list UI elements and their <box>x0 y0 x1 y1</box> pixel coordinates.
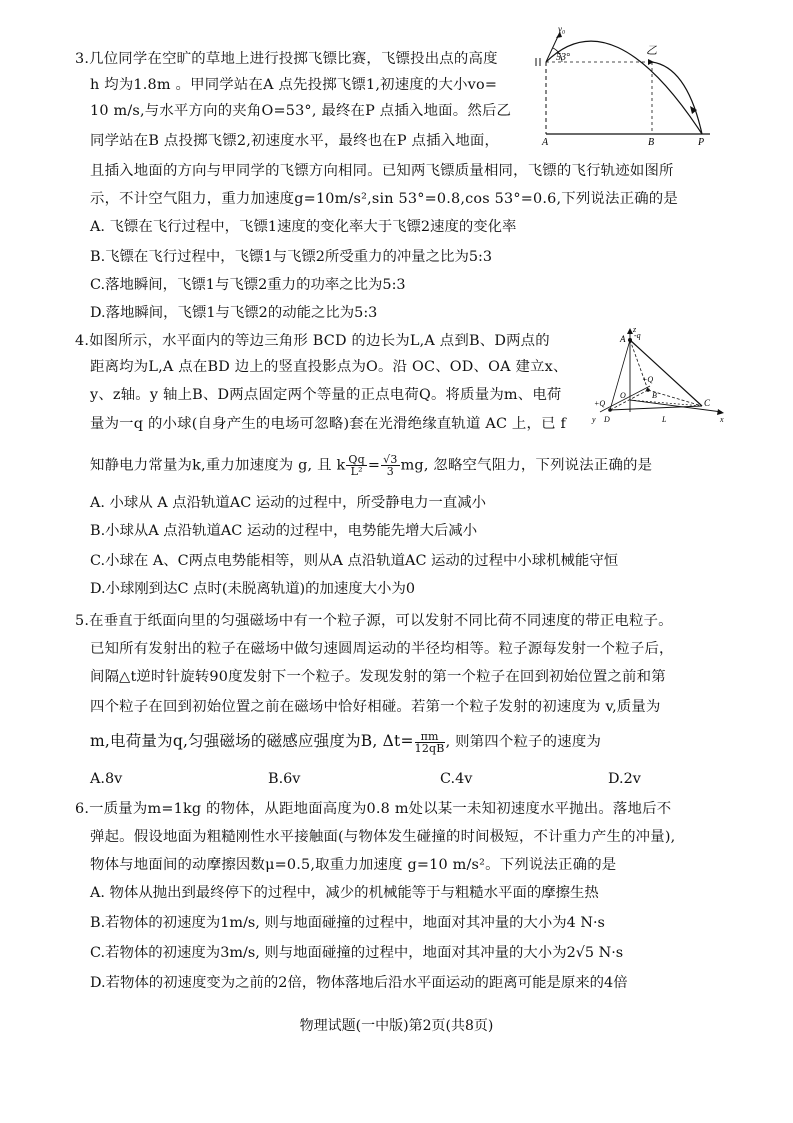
q4-fig-label-d: D <box>604 415 610 424</box>
q3-fig-label-v0: v₀ <box>558 24 566 34</box>
q5-line-3: 间隔△t逆时针旋转90度发射下一个粒子。发现发射的第一个粒子在回到初始位置之前和第 <box>90 669 666 685</box>
q3-option-b: B.飞镖在飞行过程中，飞镖1与飞镖2所受重力的冲量之比为5:3 <box>90 249 492 265</box>
q6-line-1: 6.一质量为m=1kg 的物体，从距地面高度为0.8 m处以某一未知初速度水平抛出。落地后不 <box>75 801 672 817</box>
q3-line-6: 示，不计空气阻力，重力加速度g=10m/s²,sin 53°=0.8,cos 53°=0.6,下列说法正确的是 <box>90 191 678 207</box>
q3-line-5: 且插入地面的方向与甲同学的飞镖方向相同。已知两飞镖质量相同，飞镖的飞行轨迹如图所 <box>90 163 674 179</box>
q6-line-2: 弹起。假设地面为粗糙刚性水平接触面(与物体发生碰撞的时间极短，不计重力产生的冲量), <box>90 829 676 845</box>
q4-line-3: y、z轴。y 轴上B、D两点固定两个等量的正点电荷Q。将质量为m、电荷 <box>90 387 562 403</box>
q3-fig-label-yi: 乙 <box>646 45 657 57</box>
q3-trajectory-figure <box>532 22 727 147</box>
q5-line-5-text-b: , 则第四个粒子的速度为 <box>445 734 602 750</box>
q4-fig-label-l: L <box>662 415 667 424</box>
q5-option-d: D.2v <box>608 771 641 787</box>
q6-option-b: B.若物体的初速度为1m/s, 则与地面碰撞的过程中，地面对其冲量的大小为4 N·s <box>90 915 605 931</box>
q4-line-4: 量为一q 的小球(自身产生的电场可忽略)套在光滑绝缘直轨道 AC 上，已 f <box>90 416 567 432</box>
q4-fig-label-o: O <box>620 391 626 400</box>
q4-fig-label-z: z <box>633 326 637 334</box>
q4-frac2-den: 3 <box>386 465 394 478</box>
q3-line-2: h 均为1.8m 。甲同学站在A 点先投掷飞镖1,初速度的大小vo= <box>90 77 498 93</box>
q4-fig-label-y: y <box>592 415 596 424</box>
q4-fig-label-q: -q <box>634 331 641 340</box>
q6-option-d: D.若物体的初速度变为之前的2倍，物体落地后沿水平面运动的距离可能是原来的4倍 <box>90 975 628 991</box>
q6-option-c: C.若物体的初速度为3m/s, 则与地面碰撞的过程中，地面对其冲量的大小为2√5 N·s <box>90 945 624 961</box>
q4-fig-label-plus-q-b: +Q <box>642 375 654 384</box>
q3-line-1: 3.几位同学在空旷的草地上进行投掷飞镖比赛，飞镖投出点的高度 <box>75 51 498 67</box>
q5-line-4: 四个粒子在回到初始位置之前在磁场中恰好相碰。若第一个粒子发射的初速度为 v,质量为 <box>90 699 661 715</box>
q4-option-b: B.小球从A 点沿轨道AC 运动的过程中，电势能先增大后减小 <box>90 523 478 539</box>
q4-line-2: 距离均为L,A 点在BD 边上的竖直投影点为O。沿 OC、OD、OA 建立x、 <box>90 359 568 375</box>
page-footer: 物理试题(一中版)第2页(共8页) <box>299 1018 494 1034</box>
q5-frac-den: 12qB <box>414 741 445 755</box>
q5-line-1: 5.在垂直于纸面向里的匀强磁场中有一个粒子源，可以发射不同比荷不同速度的带正电粒子。 <box>75 613 673 629</box>
q5-fraction-dt <box>415 731 445 754</box>
q6-line-3: 物体与地面间的动摩擦因数μ=0.5,取重力加速度 g=10 m/s²。下列说法正确的是 <box>90 857 617 873</box>
q3-fig-label-b: B <box>648 137 655 147</box>
q6-option-a: A. 物体从抛出到最终停下的过程中，减少的机械能等于与粗糙水平面的摩擦生热 <box>90 885 599 901</box>
q4-fig-label-a: A <box>620 334 626 344</box>
q4-option-a: A. 小球从 A 点沿轨道AC 运动的过程中，所受静电力一直减小 <box>90 495 487 511</box>
q4-frac-den: L² <box>350 465 363 478</box>
q5-line-2: 已知所有发射出的粒子在磁场中做匀速圆周运动的半径均相等。粒子源每发射一个粒子后， <box>90 641 674 657</box>
q4-option-c: C.小球在 A、C两点电势能相等，则从A 点沿轨道AC 运动的过程中小球机械能守恒 <box>90 553 619 569</box>
q4-fraction-qq-l2 <box>346 454 366 477</box>
q5-option-c: C.4v <box>440 771 473 787</box>
q4-frac-num: Qq <box>348 453 365 466</box>
q4-line-5-text-b: mg, 忽略空气阻力，下列说法正确的是 <box>400 457 653 474</box>
q4-fig-label-x: x <box>720 415 724 424</box>
q4-line-1: 4.如图所示，水平面内的等边三角形 BCD 的边长为L,A 点到B、D两点的 <box>75 333 550 349</box>
q3-option-d: D.落地瞬间，飞镖1与飞镖2的动能之比为5:3 <box>90 305 378 321</box>
q4-line-5-text-a: 知静电力常量为k,重力加速度为 g, 且 k <box>90 457 346 474</box>
q4-option-d: D.小球刚到达C 点时(未脱离轨道)的加速度大小为0 <box>90 581 415 597</box>
q4-line-5 <box>90 454 652 477</box>
q4-fig-label-b: B <box>652 391 657 400</box>
q3-fig-label-angle: 53° <box>556 52 570 63</box>
q5-line-5 <box>90 730 601 754</box>
q5-frac-num: πm <box>415 731 445 743</box>
q4-fraction-sqrt3-3 <box>381 454 399 477</box>
q3-line-3: 10 m/s,与水平方向的夹角O=53°, 最终在P 点插入地面。然后乙 <box>90 103 512 119</box>
q5-line-5-text-a: m,电荷量为q,匀强磁场的磁感应强度为B, Δt= <box>90 732 414 750</box>
q5-option-a: A.8v <box>90 771 123 787</box>
q4-triangle-figure <box>590 326 728 426</box>
q3-line-4: 同学站在B 点投掷飞镖2,初速度水平，最终也在P 点插入地面， <box>90 133 500 149</box>
q4-fig-label-plus-q-d: +Q <box>594 399 606 408</box>
q3-option-c: C.落地瞬间，飞镖1与飞镖2重力的功率之比为5:3 <box>90 277 406 293</box>
q3-option-a: A. 飞镖在飞行过程中，飞镖1速度的变化率大于飞镖2速度的变化率 <box>90 219 517 235</box>
q4-frac2-num: √3 <box>383 453 398 466</box>
q3-fig-label-a: A <box>542 137 549 147</box>
q4-fig-label-c: C <box>704 398 711 408</box>
q3-fig-label-p: P <box>698 137 705 147</box>
q5-option-b: B.6v <box>268 771 301 787</box>
q4-line-5-eq: = <box>367 457 381 474</box>
